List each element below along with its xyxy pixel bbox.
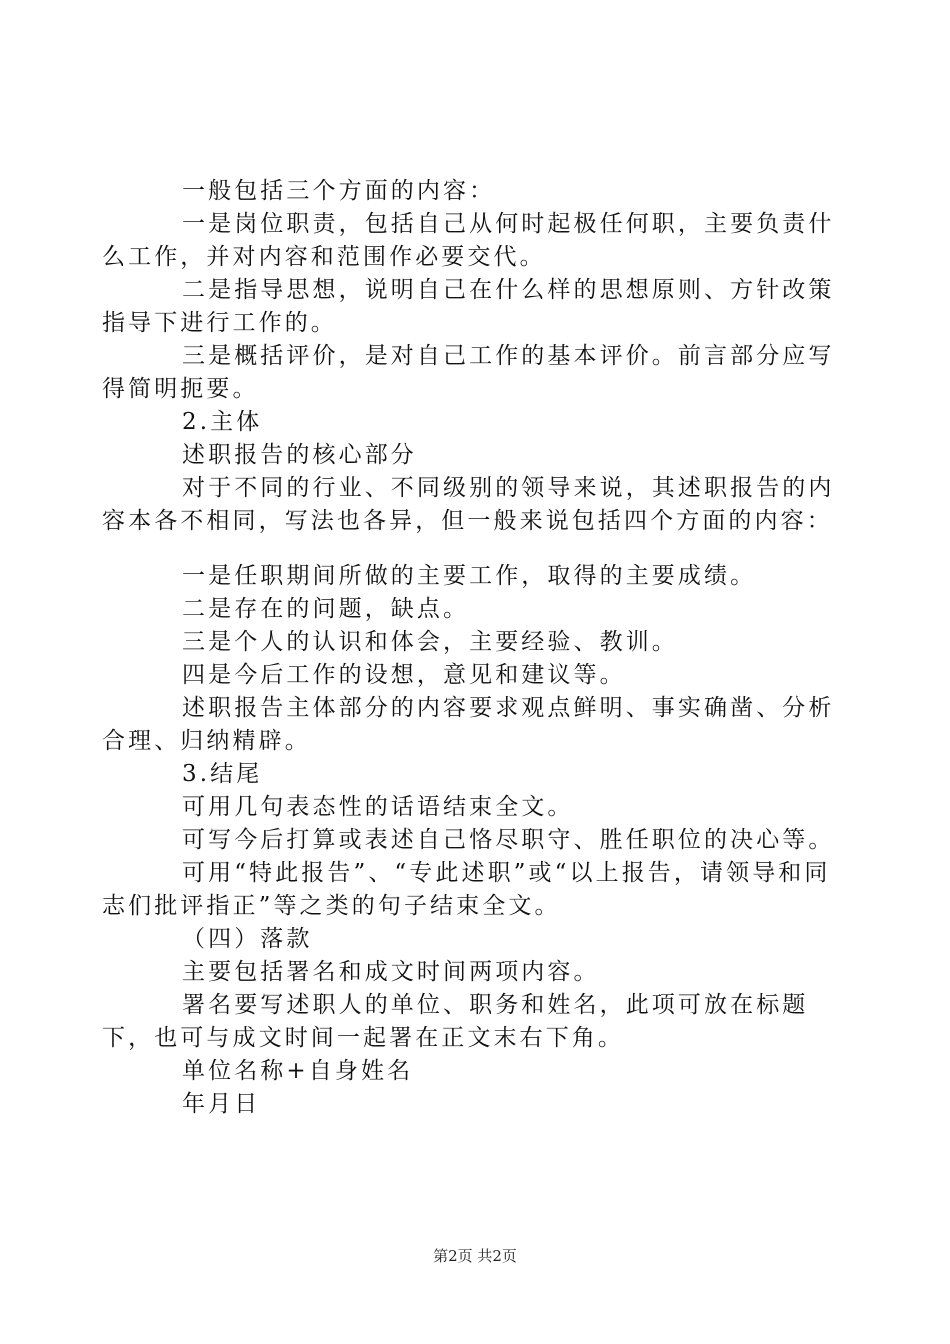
section-heading: 2.主体 [182,409,263,435]
page-number: 第2页 共2页 [433,1247,517,1265]
paragraph: 四是今后工作的设想，意见和建议等。 [182,662,626,688]
paragraph: 二是存在的问题，缺点。 [182,596,470,622]
section-heading: （四）落款 [182,926,313,952]
paragraph: 一是岗位职责，包括自己从何时起极任何职，主要负责什么工作，并对内容和范围作必要交代。 [102,211,835,270]
section-heading: 3.结尾 [182,761,263,787]
paragraph: 三是个人的认识和体会，主要经验、教训。 [182,629,678,655]
paragraph: 二是指导思想，说明自己在什么样的思想原则、方针改策指导下进行工作的。 [102,277,835,336]
paragraph: 可用几句表态性的话语结束全文。 [182,794,574,820]
paragraph: 可写今后打算或表述自己恪尽职守、胜任职位的决心等。 [182,827,835,853]
paragraph: 主要包括署名和成文时间两项内容。 [182,959,600,985]
blank-line [102,538,837,560]
paragraph: 年月日 [182,1091,261,1117]
paragraph: 署名要写述职人的单位、职务和姓名，此项可放在标题下，也可与成文时间一起署在正文末右下角。 [102,992,809,1051]
paragraph: 一是任职期间所做的主要工作，取得的主要成绩。 [182,563,757,589]
paragraph: 述职报告的核心部分 [182,442,417,468]
paragraph: 一般包括三个方面的内容： [182,178,496,204]
paragraph: 可用“特此报告”、“专此述职”或“以上报告，请领导和同志们批评指正”等之类的句子结束全文。 [102,860,831,919]
paragraph: 述职报告主体部分的内容要求观点鲜明、事实确凿、分析合理、归纳精辟。 [102,695,835,754]
paragraph: 三是概括评价，是对自己工作的基本评价。前言部分应写得简明扼要。 [102,343,835,402]
document-body [102,175,837,1121]
paragraph: 对于不同的行业、不同级别的领导来说，其述职报告的内容本各不相同，写法也各异，但一般来说包括四个方面的内容： [102,475,835,534]
paragraph: 单位名称+自身姓名 [182,1058,414,1084]
